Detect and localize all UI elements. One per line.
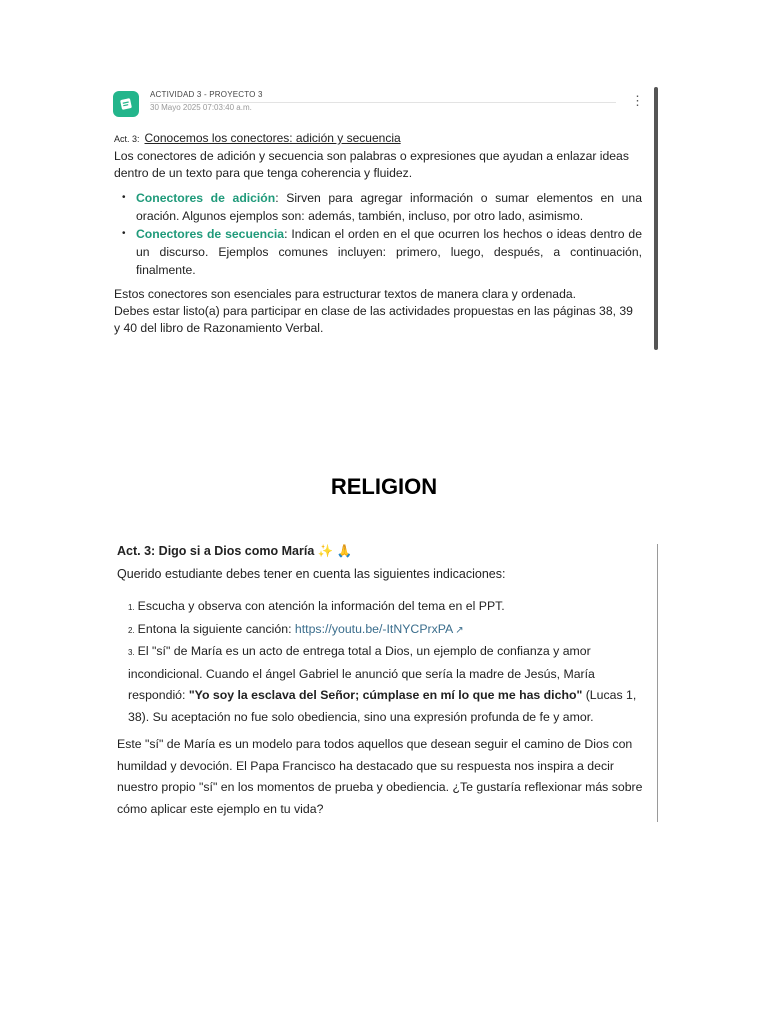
connector-list (122, 189, 642, 279)
activity-closing (114, 286, 642, 337)
bible-quote: "Yo soy la esclava del Señor; cúmplase en mí lo que me has dicho" (188, 688, 583, 702)
item-text: El "sí" de María es un acto de entrega total a Dios, un ejemplo de confianza y amor incondicional. Cuando el ángel Gabriel le anunció que sería la madre de Jesús, María respondió: (128, 644, 595, 702)
activity-intro: Los conectores de adición y secuencia son palabras o expresiones que ayudan a enlazar ideas dentro de un texto para que tenga coherencia y fluidez. (114, 149, 629, 180)
item-text: Entona la siguiente canción: (137, 621, 295, 636)
bullet-term: Conectores de adición (136, 191, 276, 205)
instruction-list (128, 596, 648, 728)
external-link-icon[interactable]: ↗ (455, 624, 464, 636)
item-number: 2. (128, 625, 135, 635)
religion-card (110, 540, 658, 822)
bullet-text: : Sirven para agregar información o sumar elementos en una oración. Algunos ejemplos son: además, también, incluso, por otro lado, asimismo. (136, 191, 642, 223)
closing-line-1: Estos conectores son esenciales para estructurar textos de manera clara y ordenada. (114, 287, 577, 301)
book-icon (113, 91, 139, 117)
item-number: 1. (128, 603, 135, 612)
card-edge (657, 544, 658, 822)
bullet-term: Conectores de secuencia (136, 227, 285, 241)
list-item (128, 641, 648, 728)
activity-title (114, 131, 401, 145)
religion-closing: Este "sí" de María es un modelo para todos aquellos que desean seguir el camino de Dios con humildad y devoción. El Papa Francisco ha destacado que su respuesta nos inspira a decir nuestro propio "sí" en los momentos de prueba y obediencia. ¿Te gustaría reflexionar más sobre cómo aplicar este ejemplo en tu vida? (117, 737, 643, 816)
list-item (128, 619, 648, 642)
item-text: (Lucas 1, 38). Su aceptación no fue solo obediencia, sino una expresión profunda de fe y amor. (128, 688, 637, 724)
activity-header (113, 89, 643, 117)
religion-intro: Querido estudiante debes tener en cuenta las siguientes indicaciones: (117, 567, 506, 581)
activity-header-date: 30 Mayo 2025 07:03:40 a.m. (150, 103, 252, 112)
song-link[interactable]: https://youtu.be/-ItNYCPrxPA (294, 621, 454, 636)
activity-card (110, 85, 658, 350)
kebab-menu-icon[interactable]: ⋮ (631, 93, 644, 108)
religion-title (117, 544, 352, 559)
closing-line-2: Debes estar listo(a) para participar en clase de las actividades propuestas en las páginas 38, 39 y 40 del libro de Razonamiento Verbal. (114, 304, 633, 335)
scrollbar[interactable] (654, 87, 658, 350)
sparkles-icon: ✨ 🙏 (317, 544, 353, 558)
section-heading: RELIGION (330, 474, 438, 499)
bullet-text: : Indican el orden en el que ocurren los hechos o ideas dentro de un discurso. Ejemplos comunes incluyen: primero, luego, después, a continuación, finalmente. (136, 227, 642, 277)
activity-prefix: Act. 3: (114, 134, 140, 144)
religion-title-text: Act. 3: Digo si a Dios como María (117, 544, 315, 558)
list-item (128, 596, 648, 619)
item-text: Escucha y observa con atención la información del tema en el PPT. (137, 599, 505, 613)
list-item (122, 189, 642, 225)
list-item (122, 225, 642, 279)
activity-header-title: ACTIVIDAD 3 - PROYECTO 3 (150, 90, 263, 99)
activity-title-text: Conocemos los conectores: adición y secuencia (144, 131, 401, 145)
item-number: 3. (128, 648, 135, 657)
